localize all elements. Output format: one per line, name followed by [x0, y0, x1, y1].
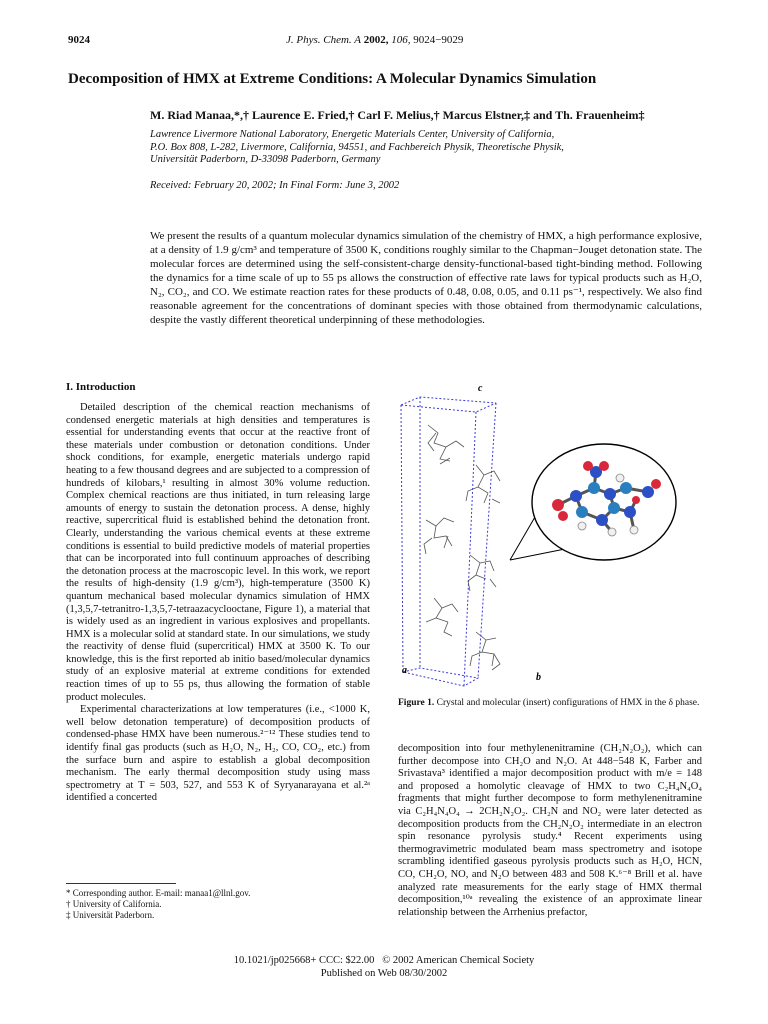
footnote-rule	[66, 883, 176, 884]
nitrogen-atom	[604, 488, 616, 500]
nitrogen-atom	[642, 486, 654, 498]
footnotes	[66, 888, 370, 921]
oxygen-atom	[651, 479, 661, 489]
figure-caption	[398, 698, 702, 710]
abstract: We present the results of a quantum molecular dynamics simulation of the chemistry of HMX, a high performance explosive, at a density of 1.9 g/cm³ and temperature of 3500 K, conditions roughly similar to the Chapman−Jouget detonation state. The molecular forces are determined using the self-consistent-charge density-functional-based tight-binding method. Following the dynamics for a time scale of up to 55 ps allows the construction of effective rate laws for typical products such as H₂O, N₂, CO₂, and CO. We estimate reaction rates for these products of 0.48, 0.08, 0.05, and 0.11 ps⁻¹, respectively. We also find reasonable agreement for the concentrations of dominant species with those obtained from thermodynamic calculations, despite the vastly different theoretical underpinning of these methodologies.	[150, 230, 702, 326]
hydrogen-atom	[578, 522, 586, 530]
journal-year: 2002,	[363, 34, 389, 46]
affiliation-line: Universität Paderborn, D-33098 Paderborn, Germany	[150, 154, 381, 165]
unit-cell-box	[401, 397, 496, 686]
carbon-atom	[608, 502, 620, 514]
oxygen-atom	[583, 461, 593, 471]
figure-caption-label: Figure 1.	[398, 698, 435, 708]
axis-label-a: a	[402, 665, 407, 676]
journal-citation	[286, 34, 463, 46]
axis-label-c: c	[478, 383, 483, 394]
journal-pages: 9024−9029	[413, 34, 464, 46]
nitrogen-atom	[596, 514, 608, 526]
hydrogen-atom	[616, 474, 624, 482]
page-footer	[0, 954, 768, 980]
oxygen-atom	[558, 511, 568, 521]
oxygen-atom	[599, 461, 609, 471]
nitrogen-atom	[624, 506, 636, 518]
hydrogen-atom	[630, 526, 638, 534]
footnote-double-dagger: ‡ Universität Paderborn.	[66, 910, 155, 920]
author-list: M. Riad Manaa,*,† Laurence E. Fried,† Carl F. Melius,† Marcus Elstner,‡ and Th. Frauenheim‡	[150, 108, 645, 122]
carbon-atom	[576, 506, 588, 518]
published-date: Published on Web 08/30/2002	[320, 968, 448, 979]
page-number: 9024	[68, 34, 90, 46]
left-column	[66, 402, 370, 805]
oxygen-atom	[552, 499, 564, 511]
axis-label-b: b	[536, 672, 541, 683]
hydrogen-atom	[608, 528, 616, 536]
oxygen-atom	[632, 496, 640, 504]
journal-name: J. Phys. Chem. A	[286, 34, 361, 46]
section-heading: I. Introduction	[66, 381, 136, 393]
body-paragraph: Detailed description of the chemical reaction mechanisms of condensed energetic materials at high densities and temperatures is essential for understanding events that occur at the reactive front of these materials under combustion or detonation conditions. Under shock conditions, for example, energetic materials undergo rapid heating to a few thousand degrees and are subjected to a compression of hundreds of kilobars,¹ resulting in almost 30% volume reduction. Complex chemical reactions are thus initiated, in turn releasing large amounts of energy to sustain the detonation process. A dense, highly reactive, supercritical fluid is established behind the detonation front. Clearly, understanding the various chemical events at these extreme conditions is essential to build predictive models of material properties that can be incorporated into full continuum approaches of describing the detonation process at the macroscopic level. In this work, we report the results of high-density (1.9 g/cm³), high-temperature (3500 K) quantum mechanical based molecular dynamics simulation of HMX (1,3,5,7-tetranitro-1,3,5,7-tetraazacyclooctane, Figure 1), a material that is widely used as an ingredient in various explosives and propellants. HMX is a molecular solid at standard state. In our simulations, we study the reactivity of dense fluid (supercritical) HMX at 3500 K. To our knowledge, this is the first reported ab initio based/molecular dynamics study of an explosive material at extreme conditions for extended reaction times of up to 55 ps, thus allowing the formation of stable product molecules.	[66, 402, 370, 703]
affiliations	[150, 129, 710, 167]
right-column	[398, 743, 702, 919]
carbon-atom	[620, 482, 632, 494]
footnote-corresponding: * Corresponding author. E-mail: manaa1@llnl.gov.	[66, 888, 251, 898]
body-paragraph: decomposition into four methylenenitramine (CH₂N₂O₂), which can further decompose into CH₂O and N₂O. At 448−548 K, Farber and Srivastava³ identified a major decomposition product with m/e = 148 and proposed a homolytic cleavage of HMX to two C₂H₄N₄O₄ fragments that might further decompose to form methylenenitramine via C₂H₄N₄O₄ → 2CH₂N₂O₂. CH₂N and NO₂ were later detected as decomposition products from the CH₂N₂O₂ intermediate in an electron spin resonance pyrolysis study.⁴ Recent experiments using thermogravimetric modulated beam mass spectrometry and isotope scrambling identified gaseous pyrolysis products such as H₂O, HCN, CO, CH₂O, NO, and N₂O between 483 and 508 K.⁶⁻⁸ Brill et al. have analyzed rate measurements for the early stage of HMX thermal decomposition,¹⁰ᵃ revealing the existence of an approximate linear relationship between the Arrhenius prefactor,	[398, 743, 702, 918]
footnote-dagger: † University of California.	[66, 899, 162, 909]
doi-copyright: 10.1021/jp025668+ CCC: $22.00 © 2002 American Chemical Society	[233, 955, 535, 966]
figure-caption-text: Crystal and molecular (insert) configurations of HMX in the δ phase.	[436, 698, 700, 708]
figure-1	[398, 380, 708, 695]
paper-title: Decomposition of HMX at Extreme Conditions: A Molecular Dynamics Simulation	[68, 71, 597, 87]
crystal-structure-figure	[398, 380, 708, 695]
hmx-molecules	[424, 425, 500, 670]
carbon-atom	[588, 482, 600, 494]
received-dates: Received: February 20, 2002; In Final Form: June 3, 2002	[150, 180, 400, 191]
journal-volume: 106,	[391, 34, 411, 46]
affiliation-line: Lawrence Livermore National Laboratory, Energetic Materials Center, University of California,	[150, 129, 555, 140]
nitrogen-atom	[570, 490, 582, 502]
body-paragraph: Experimental characterizations at low temperatures (i.e., <1000 K, well below detonation temperature) of decomposition products of condensed-phase HMX have been numerous.²⁻¹² These studies tend to identify final gas products (such as H₂O, N₂, H₂, CO, CO₂, etc.) from the surface burn and aspire to establish a global decomposition mechanism. The early thermal decomposition study using mass spectrometry at T = 503, 527, and 553 K of Syryanarayana et al.²ᵃ identified a concerted	[66, 704, 370, 804]
affiliation-line: P.O. Box 808, L-282, Livermore, California, 94551, and Fachbereich Physik, Theoretische Physik,	[150, 141, 564, 153]
